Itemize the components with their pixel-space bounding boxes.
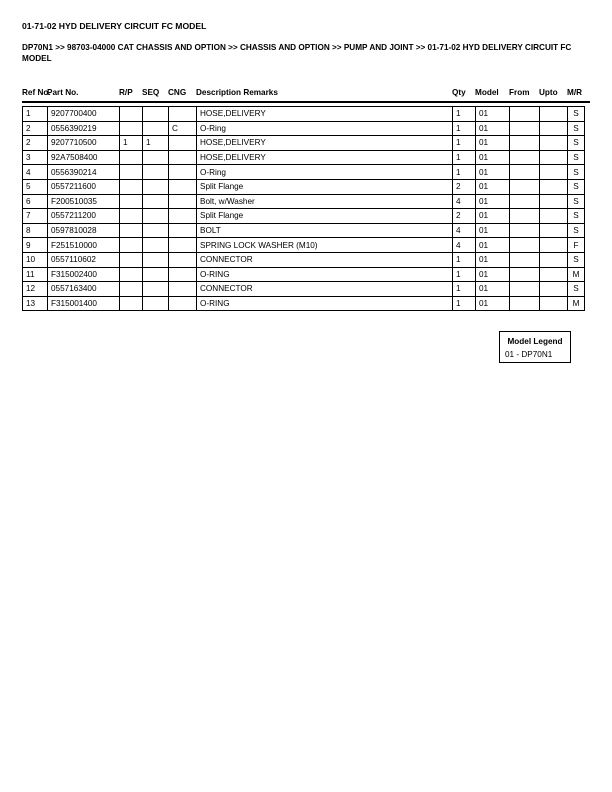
cell-qty: 1 [453, 252, 476, 267]
cell-rp [120, 150, 143, 165]
cell-desc: Bolt, w/Washer [197, 194, 453, 209]
cell-ref: 11 [23, 267, 48, 282]
cell-seq [143, 179, 169, 194]
cell-seq [143, 107, 169, 122]
cell-part: F251510000 [48, 238, 120, 253]
cell-model: 01 [476, 252, 510, 267]
cell-cng [169, 296, 197, 311]
cell-desc: SPRING LOCK WASHER (M10) [197, 238, 453, 253]
cell-mr: S [568, 107, 585, 122]
cell-from [510, 194, 540, 209]
cell-part: 0597810028 [48, 223, 120, 238]
table-row [23, 121, 585, 136]
cell-cng [169, 223, 197, 238]
cell-qty: 4 [453, 238, 476, 253]
cell-ref: 2 [23, 136, 48, 151]
table-row [23, 238, 585, 253]
cell-qty: 1 [453, 150, 476, 165]
cell-qty: 2 [453, 209, 476, 224]
page-title: 01-71-02 HYD DELIVERY CIRCUIT FC MODEL [22, 21, 207, 31]
cell-desc: O-Ring [197, 165, 453, 180]
cell-from [510, 209, 540, 224]
cell-desc: Split Flange [197, 179, 453, 194]
cell-from [510, 150, 540, 165]
cell-desc: CONNECTOR [197, 252, 453, 267]
cell-from [510, 252, 540, 267]
cell-seq [143, 282, 169, 297]
table-row [23, 223, 585, 238]
cell-desc: Split Flange [197, 209, 453, 224]
cell-upto [540, 194, 568, 209]
cell-desc: HOSE,DELIVERY [197, 136, 453, 151]
cell-part: F200510035 [48, 194, 120, 209]
table-row [23, 282, 585, 297]
cell-desc: HOSE,DELIVERY [197, 150, 453, 165]
cell-rp: 1 [120, 136, 143, 151]
cell-cng [169, 179, 197, 194]
cell-from [510, 107, 540, 122]
cell-seq [143, 238, 169, 253]
cell-part: 92A7508400 [48, 150, 120, 165]
cell-upto [540, 165, 568, 180]
cell-upto [540, 121, 568, 136]
cell-seq [143, 121, 169, 136]
cell-desc: CONNECTOR [197, 282, 453, 297]
cell-desc: O-Ring [197, 121, 453, 136]
table-row [23, 136, 585, 151]
cell-ref: 5 [23, 179, 48, 194]
header-rp: R/P [119, 88, 133, 97]
cell-upto [540, 238, 568, 253]
table-row [23, 209, 585, 224]
cell-seq [143, 165, 169, 180]
cell-part: F315001400 [48, 296, 120, 311]
cell-upto [540, 179, 568, 194]
cell-from [510, 282, 540, 297]
cell-mr: S [568, 179, 585, 194]
cell-seq [143, 194, 169, 209]
cell-model: 01 [476, 194, 510, 209]
header-upto: Upto [539, 88, 558, 97]
cell-upto [540, 209, 568, 224]
cell-model: 01 [476, 121, 510, 136]
table-row [23, 252, 585, 267]
table-row [23, 179, 585, 194]
header-seq: SEQ [142, 88, 160, 97]
cell-rp [120, 107, 143, 122]
cell-upto [540, 136, 568, 151]
cell-desc: O-RING [197, 296, 453, 311]
cell-rp [120, 238, 143, 253]
cell-rp [120, 179, 143, 194]
cell-ref: 7 [23, 209, 48, 224]
cell-rp [120, 165, 143, 180]
cell-model: 01 [476, 150, 510, 165]
cell-upto [540, 107, 568, 122]
cell-seq: 1 [143, 136, 169, 151]
table-row [23, 267, 585, 282]
cell-model: 01 [476, 238, 510, 253]
cell-upto [540, 150, 568, 165]
cell-model: 01 [476, 179, 510, 194]
cell-seq [143, 296, 169, 311]
cell-from [510, 238, 540, 253]
cell-mr: S [568, 136, 585, 151]
cell-desc: BOLT [197, 223, 453, 238]
cell-ref: 10 [23, 252, 48, 267]
cell-ref: 6 [23, 194, 48, 209]
cell-from [510, 179, 540, 194]
cell-part: 9207700400 [48, 107, 120, 122]
cell-cng [169, 238, 197, 253]
cell-qty: 4 [453, 223, 476, 238]
table-row [23, 107, 585, 122]
cell-rp [120, 296, 143, 311]
cell-rp [120, 194, 143, 209]
cell-qty: 1 [453, 282, 476, 297]
cell-part: 0557211200 [48, 209, 120, 224]
table-header [22, 88, 590, 100]
cell-part: 0557110602 [48, 252, 120, 267]
cell-model: 01 [476, 267, 510, 282]
header-part: Part No. [47, 88, 79, 97]
cell-ref: 13 [23, 296, 48, 311]
cell-rp [120, 121, 143, 136]
cell-qty: 2 [453, 179, 476, 194]
cell-mr: F [568, 238, 585, 253]
cell-part: 0556390214 [48, 165, 120, 180]
cell-cng [169, 165, 197, 180]
cell-mr: S [568, 194, 585, 209]
cell-qty: 1 [453, 107, 476, 122]
cell-cng [169, 136, 197, 151]
cell-model: 01 [476, 136, 510, 151]
cell-from [510, 136, 540, 151]
cell-ref: 3 [23, 150, 48, 165]
cell-seq [143, 223, 169, 238]
cell-from [510, 165, 540, 180]
cell-part: F315002400 [48, 267, 120, 282]
header-qty: Qty [452, 88, 466, 97]
cell-ref: 12 [23, 282, 48, 297]
header-desc: Description Remarks [196, 88, 278, 97]
cell-model: 01 [476, 209, 510, 224]
cell-qty: 1 [453, 136, 476, 151]
cell-seq [143, 209, 169, 224]
cell-qty: 1 [453, 267, 476, 282]
table-row [23, 194, 585, 209]
header-cng: CNG [168, 88, 187, 97]
cell-part: 9207710500 [48, 136, 120, 151]
cell-qty: 1 [453, 121, 476, 136]
table-row [23, 296, 585, 311]
cell-model: 01 [476, 296, 510, 311]
cell-model: 01 [476, 107, 510, 122]
cell-mr: S [568, 223, 585, 238]
header-ref: Ref No. [22, 88, 51, 97]
cell-qty: 4 [453, 194, 476, 209]
cell-cng [169, 209, 197, 224]
cell-upto [540, 252, 568, 267]
cell-from [510, 223, 540, 238]
table-row [23, 150, 585, 165]
cell-cng [169, 252, 197, 267]
cell-ref: 1 [23, 107, 48, 122]
cell-part: 0556390219 [48, 121, 120, 136]
table-row [23, 165, 585, 180]
cell-ref: 9 [23, 238, 48, 253]
cell-qty: 1 [453, 165, 476, 180]
header-from: From [509, 88, 530, 97]
breadcrumb: DP70N1 >> 98703-04000 CAT CHASSIS AND OPTION >> CHASSIS AND OPTION >> PUMP AND JOINT >> 01-71-02 HYD DELIVERY CIRCUIT FC MODEL [22, 43, 572, 63]
cell-mr: M [568, 267, 585, 282]
cell-model: 01 [476, 282, 510, 297]
cell-rp [120, 252, 143, 267]
header-model: Model [475, 88, 499, 97]
legend-title: Model Legend [507, 337, 563, 346]
cell-upto [540, 282, 568, 297]
cell-mr: S [568, 150, 585, 165]
cell-ref: 4 [23, 165, 48, 180]
cell-cng [169, 267, 197, 282]
cell-rp [120, 223, 143, 238]
cell-cng: C [169, 121, 197, 136]
cell-mr: S [568, 209, 585, 224]
cell-seq [143, 252, 169, 267]
cell-upto [540, 267, 568, 282]
cell-from [510, 121, 540, 136]
cell-from [510, 296, 540, 311]
cell-from [510, 267, 540, 282]
cell-rp [120, 282, 143, 297]
cell-rp [120, 267, 143, 282]
cell-desc: HOSE,DELIVERY [197, 107, 453, 122]
cell-part: 0557211600 [48, 179, 120, 194]
legend-item: 01 - DP70N1 [505, 350, 553, 359]
model-legend [499, 331, 571, 363]
parts-table [22, 106, 585, 311]
cell-cng [169, 150, 197, 165]
header-mr: M/R [567, 88, 583, 97]
cell-mr: S [568, 165, 585, 180]
cell-mr: S [568, 252, 585, 267]
cell-ref: 2 [23, 121, 48, 136]
cell-model: 01 [476, 165, 510, 180]
cell-upto [540, 296, 568, 311]
cell-cng [169, 282, 197, 297]
cell-ref: 8 [23, 223, 48, 238]
cell-seq [143, 267, 169, 282]
cell-mr: M [568, 296, 585, 311]
cell-upto [540, 223, 568, 238]
cell-part: 0557163400 [48, 282, 120, 297]
cell-qty: 1 [453, 296, 476, 311]
cell-mr: S [568, 121, 585, 136]
cell-desc: O-RING [197, 267, 453, 282]
cell-seq [143, 150, 169, 165]
header-rule [22, 101, 590, 103]
cell-rp [120, 209, 143, 224]
cell-cng [169, 194, 197, 209]
cell-cng [169, 107, 197, 122]
cell-model: 01 [476, 223, 510, 238]
cell-mr: S [568, 282, 585, 297]
